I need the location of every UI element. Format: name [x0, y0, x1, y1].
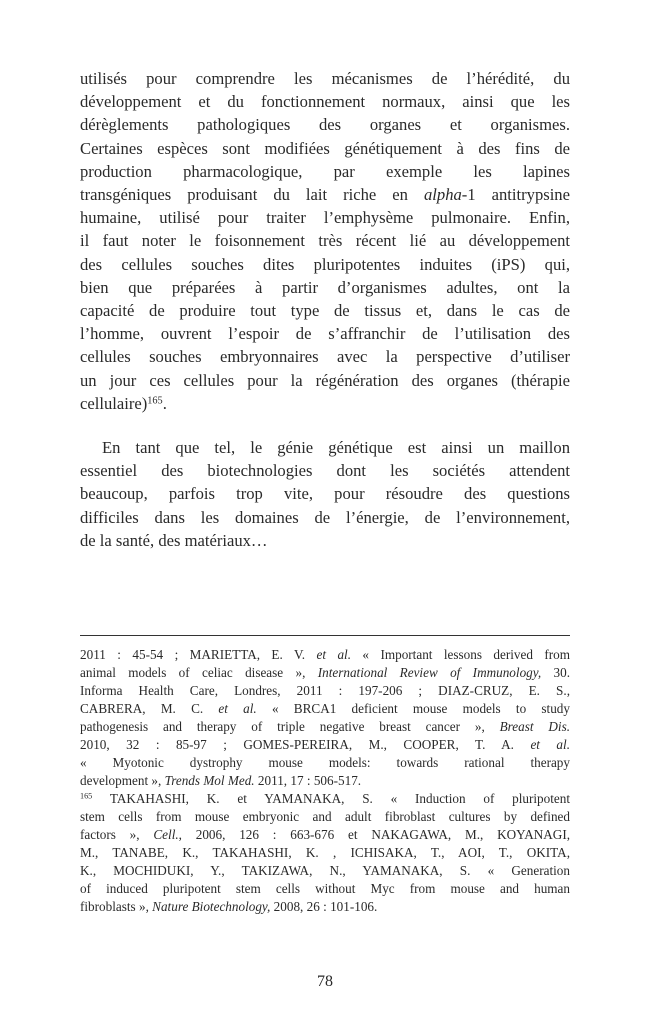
- text-segment: of induced pluripotent stem cells without Myc from mouse and human: [80, 881, 570, 896]
- text-line: [80, 67, 570, 90]
- text-line: [80, 664, 570, 682]
- text-segment: « Important lessons derived from: [351, 647, 570, 662]
- text-segment: 2010, 32 : 85-97 ; GOMES-PEREIRA, M., COOPER, T. A.: [80, 737, 531, 752]
- text-segment: l’homme, ouvrent l’espoir de s’affranchir de l’utilisation des: [80, 324, 570, 344]
- text-line: [80, 253, 570, 276]
- text-segment: essentiel des biotechnologies dont les sociétés attendent: [80, 461, 570, 481]
- text-segment: .: [162, 393, 167, 413]
- text-line: [80, 436, 570, 459]
- text-segment: humaine, utilisé pour traiter l’emphysème pulmonaire. Enfin,: [80, 208, 570, 228]
- text-line: [80, 160, 570, 183]
- text-line: [80, 482, 570, 505]
- text-segment: des cellules souches dites pluripotentes induites (iPS) qui,: [80, 254, 570, 274]
- text-line: [80, 369, 570, 392]
- text-segment: 2011 : 45-54 ; MARIETTA, E. V.: [80, 647, 317, 662]
- italic-text: alpha: [423, 185, 462, 205]
- italic-text: et al.: [316, 647, 352, 662]
- text-segment: fibroblasts »,: [80, 899, 153, 914]
- footnotes: [80, 646, 570, 916]
- text-segment: utilisés pour comprendre les mécanismes de l’hérédité, du: [80, 69, 570, 88]
- paragraph-2: [80, 436, 570, 552]
- text-segment: , 2006, 126 : 663-676 et NAKAGAWA, M., KOYANAGI,: [178, 827, 571, 842]
- text-segment: capacité de produire tout type de tissus et, dans le cas de: [80, 301, 570, 321]
- text-line: [80, 808, 570, 826]
- text-line: [80, 646, 570, 664]
- text-segment: K., MOCHIDUKI, Y., TAKIZAWA, N., YAMANAKA, S. « Generation: [80, 863, 570, 878]
- page-number: 78: [317, 973, 333, 990]
- text-segment: un jour ces cellules pour la régénération des organes (thérapie: [80, 370, 570, 390]
- text-segment: cellules souches embryonnaires avec la perspective d’utiliser: [80, 347, 570, 367]
- text-segment: factors »,: [80, 827, 154, 842]
- text-segment: difficiles dans les domaines de l’énergie, de l’environnement,: [80, 507, 570, 527]
- text-segment: pathogenesis and therapy of triple negative breast cancer »,: [80, 719, 500, 734]
- text-line: [80, 700, 570, 718]
- italic-text: Trends Mol Med.: [164, 773, 255, 788]
- text-segment: M., TANABE, K., TAKAHASHI, K. , ICHISAKA, T., AOI, T., OKITA,: [80, 845, 570, 860]
- text-line: [80, 718, 570, 736]
- footnote-ref: 165: [147, 395, 163, 407]
- text-segment: -1 antitrypsine: [461, 185, 570, 205]
- text-line: [80, 276, 570, 299]
- text-line: [80, 826, 570, 844]
- text-line: [80, 113, 570, 136]
- italic-text: et al.: [218, 701, 257, 716]
- text-line: [80, 506, 570, 529]
- text-segment: transgéniques produisant du lait riche en: [80, 185, 424, 205]
- italic-text: et al.: [530, 737, 570, 752]
- text-line: [80, 90, 570, 113]
- text-line: [80, 880, 570, 898]
- text-segment: dérèglements pathologiques des organes et organismes.: [80, 115, 570, 135]
- text-segment: development »,: [80, 773, 165, 788]
- text-segment: 2008, 26 : 101-106.: [270, 899, 378, 914]
- italic-text: Cell.: [153, 827, 179, 842]
- text-segment: animal models of celiac disease »,: [80, 665, 318, 680]
- text-line: [80, 862, 570, 880]
- text-segment: Informa Health Care, Londres, 2011 : 197-206 ; DIAZ-CRUZ, E. S.,: [80, 683, 570, 698]
- text-segment: TAKAHASHI, K. et YAMANAKA, S. « Induction of pluripotent: [92, 791, 570, 806]
- text-segment: de la santé, des matériaux…: [80, 530, 268, 550]
- text-segment: Certaines espèces sont modifiées génétiquement à des fins de: [80, 138, 570, 158]
- text-segment: « Myotonic dystrophy mouse models: towards rational therapy: [80, 755, 570, 770]
- text-segment: « BRCA1 deficient mouse models to study: [256, 701, 570, 716]
- text-line: [80, 844, 570, 862]
- text-line: [80, 772, 570, 790]
- text-line: [80, 183, 570, 206]
- italic-text: International Review of Immunology,: [317, 665, 542, 680]
- text-segment: bien que préparées à partir d’organismes adultes, ont la: [80, 277, 570, 297]
- text-line: [80, 229, 570, 252]
- text-line: [80, 754, 570, 772]
- text-line: [80, 898, 570, 916]
- text-line: [80, 206, 570, 229]
- text-line: [80, 345, 570, 368]
- text-segment: CABRERA, M. C.: [80, 701, 219, 716]
- text-line: [80, 392, 570, 415]
- text-line: [80, 299, 570, 322]
- footnote-ref: 165: [80, 791, 93, 801]
- text-line: [80, 459, 570, 482]
- text-line: [80, 736, 570, 754]
- paragraph-1: [80, 67, 570, 415]
- text-segment: En tant que tel, le génie génétique est ainsi un maillon: [102, 438, 570, 457]
- text-segment: stem cells from mouse embryonic and adult fibroblast cultures by defined: [80, 809, 570, 824]
- text-segment: 2011, 17 : 506-517.: [254, 773, 362, 788]
- text-line: [80, 529, 570, 552]
- footnote-separator: [80, 635, 570, 636]
- text-line: [80, 322, 570, 345]
- text-segment: beaucoup, parfois trop vite, pour résoudre des questions: [80, 484, 570, 504]
- text-line: [80, 682, 570, 700]
- text-segment: développement et du fonctionnement normaux, ainsi que les: [80, 92, 570, 112]
- text-segment: 30.: [541, 665, 571, 680]
- text-segment: il faut noter le foisonnement très récent lié au développement: [80, 231, 570, 251]
- text-segment: production pharmacologique, par exemple les lapines: [80, 161, 570, 181]
- text-segment: cellulaire): [80, 393, 148, 413]
- text-line: [80, 790, 570, 808]
- italic-text: Breast Dis.: [499, 719, 570, 734]
- italic-text: Nature Biotechnology,: [152, 899, 271, 914]
- text-line: [80, 137, 570, 160]
